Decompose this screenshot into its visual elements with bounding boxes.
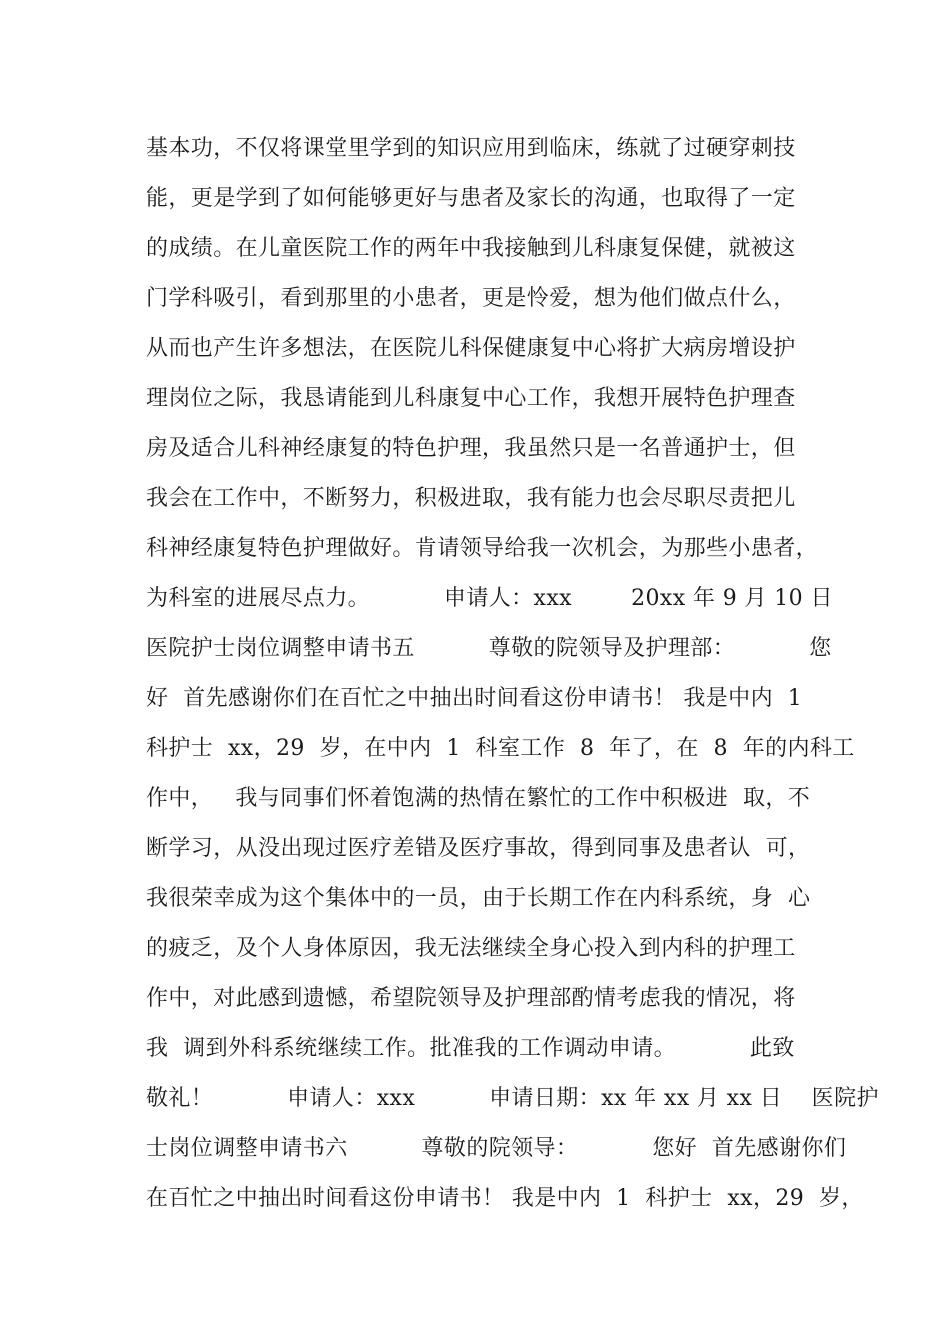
paragraph-line: 士岗位调整申请书六 尊敬的院领导： 您好 首先感谢你们 [146, 1136, 847, 1161]
paragraph-line: 房及适合儿科神经康复的特色护理，我虽然只是一名普通护士，但 [146, 436, 796, 461]
paragraph-line: 断学习，从没出现过医疗差错及医疗事故，得到同事及患者认 可， [146, 836, 811, 861]
paragraph-line: 我很荣幸成为这个集体中的一员，由于长期工作在内科系统，身 心 [146, 886, 811, 911]
paragraph-line: 基本功，不仅将课堂里学到的知识应用到临床，练就了过硬穿刺技 [146, 136, 796, 161]
paragraph-line: 从而也产生许多想法，在医院儿科保健康复中心将扩大病房增设护 [146, 336, 796, 361]
paragraph-line: 我会在工作中，不断努力，积极进取，我有能力也会尽职尽责把儿 [146, 486, 796, 511]
paragraph-line: 能，更是学到了如何能够更好与患者及家长的沟通，也取得了一定 [146, 186, 796, 211]
paragraph-line: 作中，对此感到遗憾，希望院领导及护理部酌情考虑我的情况，将 [146, 986, 796, 1011]
paragraph-line: 的成绩。在儿童医院工作的两年中我接触到儿科康复保健，就被这 [146, 236, 796, 261]
paragraph-line: 科护士 xx，29 岁，在中内 1 科室工作 8 年了，在 8 年的内科工 [146, 736, 855, 761]
paragraph-line: 我 调到外科系统继续工作。批准我的工作调动申请。 此致 [146, 1036, 795, 1061]
paragraph-line: 理岗位之际，我恳请能到儿科康复中心工作，我想开展特色护理查 [146, 386, 796, 411]
paragraph-line: 敬礼！ 申请人：xxx 申请日期：xx 年 xx 月 xx 日 医院护 [146, 1086, 879, 1111]
paragraph-line: 好 首先感谢你们在百忙之中抽出时间看这份申请书！ 我是中内 1 [146, 686, 803, 711]
paragraph-line: 科神经康复特色护理做好。肯请领导给我一次机会，为那些小患者， [146, 536, 819, 561]
paragraph-line: 作中， 我与同事们怀着饱满的热情在繁忙的工作中积极进 取，不 [146, 786, 811, 811]
paragraph-line: 在百忙之中抽出时间看这份申请书！ 我是中内 1 科护士 xx，29 岁， [146, 1186, 864, 1211]
paragraph-line: 门学科吸引，看到那里的小患者，更是怜爱，想为他们做点什么， [146, 286, 796, 311]
paragraph-line: 医院护士岗位调整申请书五 尊敬的院领导及护理部： 您 [146, 636, 832, 661]
paragraph-line: 为科室的进展尽点力。 申请人：xxx 20xx 年 9 月 10 日 [146, 586, 833, 611]
paragraph-line: 的疲乏，及个人身体原因，我无法继续全身心投入到内科的护理工 [146, 936, 796, 961]
